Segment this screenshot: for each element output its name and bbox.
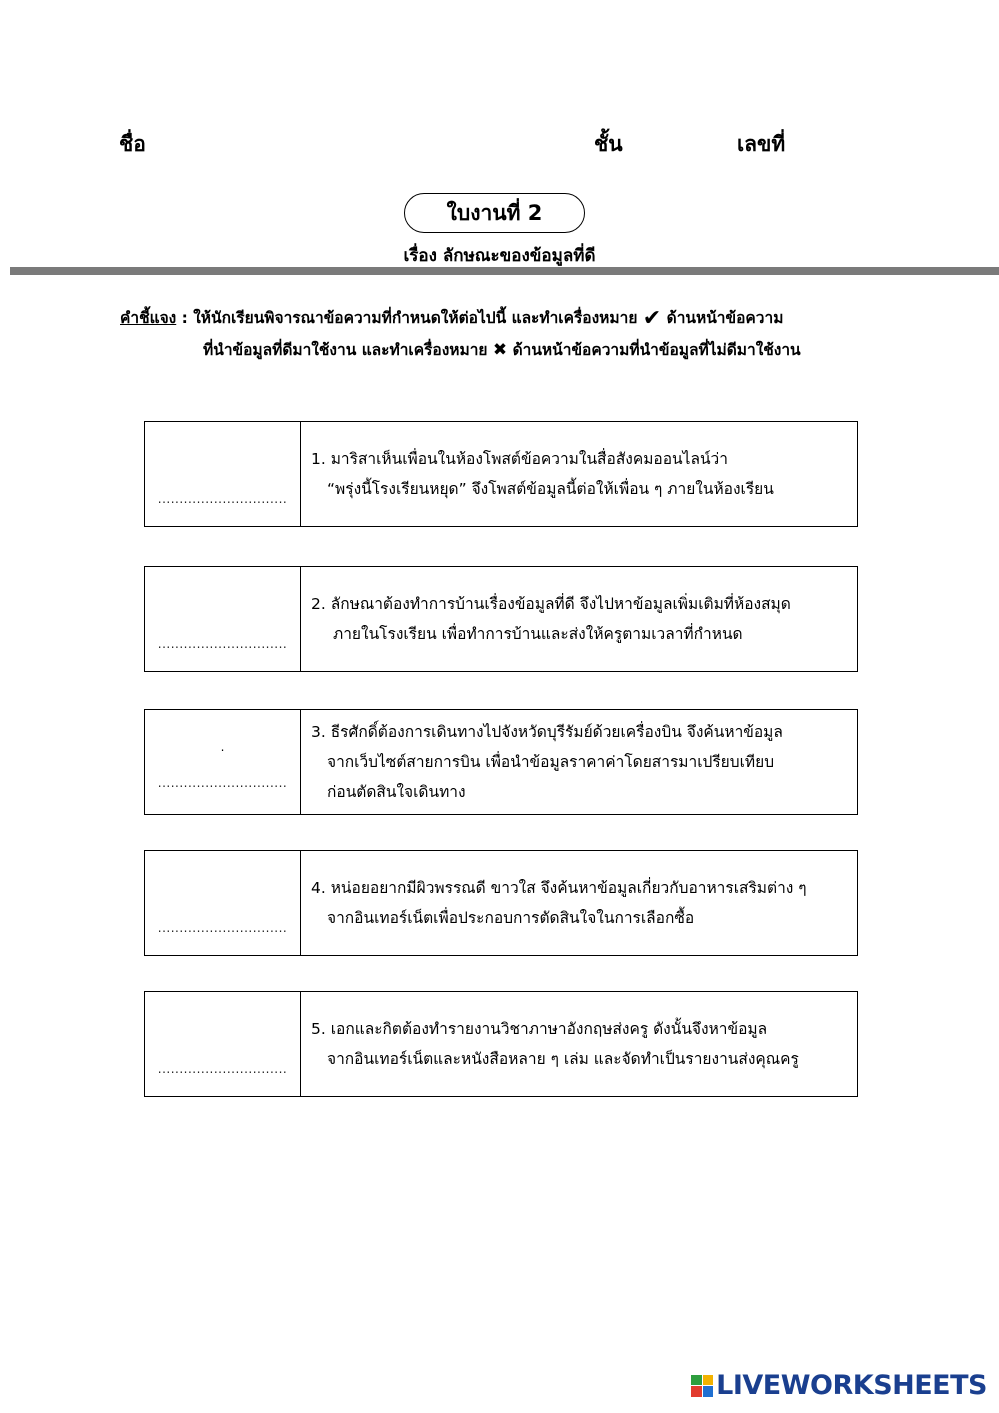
question-text-4 — [301, 851, 857, 955]
question-line: จากอินเทอร์เน็ตและหนังสือหลาย ๆ เล่ม และจัดทำเป็นรายงานส่งคุณครู — [327, 1050, 799, 1068]
answer-cell-4 — [145, 851, 301, 955]
answer-dots-1: .............................. — [157, 492, 288, 506]
question-line: จากเว็บไซต์สายการบิน เพื่อนำข้อมูลราคาค่าโดยสารมาเปรียบเทียบ — [327, 753, 775, 771]
instructions-text-2b: ด้านหน้าข้อความที่นำข้อมูลที่ไม่ดีมาใช้งาน — [507, 341, 801, 359]
answer-dots-2: .............................. — [157, 637, 288, 651]
question-text-2 — [301, 567, 857, 671]
instructions-text-1a: : ให้นักเรียนพิจารณาข้อความที่กำหนดให้ต่อไปนี้ และทำเครื่องหมาย — [176, 309, 643, 327]
instructions-label: คำชี้แจง — [120, 309, 177, 327]
question-text-5 — [301, 992, 857, 1096]
instructions-text-1b: ด้านหน้าข้อความ — [661, 309, 784, 327]
question-item-3 — [144, 709, 858, 815]
liveworksheets-logo — [691, 1370, 987, 1401]
question-item-5 — [144, 991, 858, 1097]
question-text-1 — [301, 422, 857, 526]
number-label: เลขที่ — [737, 132, 786, 156]
question-line: จากอินเทอร์เน็ตเพื่อประกอบการตัดสินใจในการเลือกซื้อ — [327, 909, 695, 927]
liveworksheets-logo-text: LIVEWORKSHEETS — [716, 1370, 987, 1401]
question-line: ก่อนตัดสินใจเดินทาง — [327, 783, 466, 801]
answer-input-3[interactable] — [155, 724, 290, 782]
question-line: ภายในโรงเรียน เพื่อทำการบ้านและส่งให้ครูตามเวลาที่กำหนด — [333, 625, 743, 643]
question-line: 5. เอกและกิตต้องทำรายงานวิชาภาษาอังกฤษส่งครู ดังนั้นจึงหาข้อมูล — [311, 1020, 768, 1038]
header-divider — [10, 267, 999, 275]
answer-mark-dot: . — [220, 740, 225, 754]
answer-cell-3 — [145, 710, 301, 814]
instructions-line-2 — [203, 337, 801, 362]
answer-cell-5 — [145, 992, 301, 1096]
answer-dots-5: .............................. — [157, 1062, 288, 1076]
check-mark-icon: ✔ — [642, 306, 662, 331]
question-line: 3. ธีรศักดิ์ต้องการเดินทางไปจังหวัดบุรีรัมย์ด้วยเครื่องบิน จึงค้นหาข้อมูล — [311, 723, 783, 741]
x-mark-icon: ✖ — [492, 340, 508, 360]
worksheet-title: ใบงานที่ 2 — [404, 193, 585, 233]
name-label: ชื่อ — [119, 132, 146, 156]
answer-dots-4: .............................. — [157, 921, 288, 935]
question-line: 2. ลักษณาต้องทำการบ้านเรื่องข้อมูลที่ดี จึงไปหาข้อมูลเพิ่มเติมที่ห้องสมุด — [311, 595, 791, 613]
answer-input-2[interactable] — [155, 581, 290, 639]
worksheet-subtitle: เรื่อง ลักษณะของข้อมูลที่ดี — [403, 246, 596, 266]
answer-input-5[interactable] — [155, 1006, 290, 1064]
answer-input-1[interactable] — [155, 436, 290, 494]
question-item-2 — [144, 566, 858, 672]
instructions-line-1 — [120, 305, 783, 331]
question-item-4 — [144, 850, 858, 956]
question-text-3 — [301, 710, 857, 814]
answer-dots-3: .............................. — [157, 776, 288, 790]
question-line: “พรุ่งนี้โรงเรียนหยุด” จึงโพสต์ข้อมูลนี้ต่อให้เพื่อน ๆ ภายในห้องเรียน — [327, 480, 774, 498]
question-line: 4. หน่อยอยากมีผิวพรรณดี ขาวใส จึงค้นหาข้อมูลเกี่ยวกับอาหารเสริมต่าง ๆ — [311, 879, 807, 897]
instructions-text-2a: ที่นำข้อมูลที่ดีมาใช้งาน และทำเครื่องหมาย — [203, 341, 493, 359]
question-item-1 — [144, 421, 858, 527]
answer-cell-1 — [145, 422, 301, 526]
liveworksheets-logo-icon — [691, 1375, 713, 1397]
question-line: 1. มาริสาเห็นเพื่อนในห้องโพสต์ข้อความในสื่อสังคมออนไลน์ว่า — [311, 450, 728, 468]
answer-input-4[interactable] — [155, 865, 290, 923]
class-label: ชั้น — [594, 132, 623, 156]
answer-cell-2 — [145, 567, 301, 671]
